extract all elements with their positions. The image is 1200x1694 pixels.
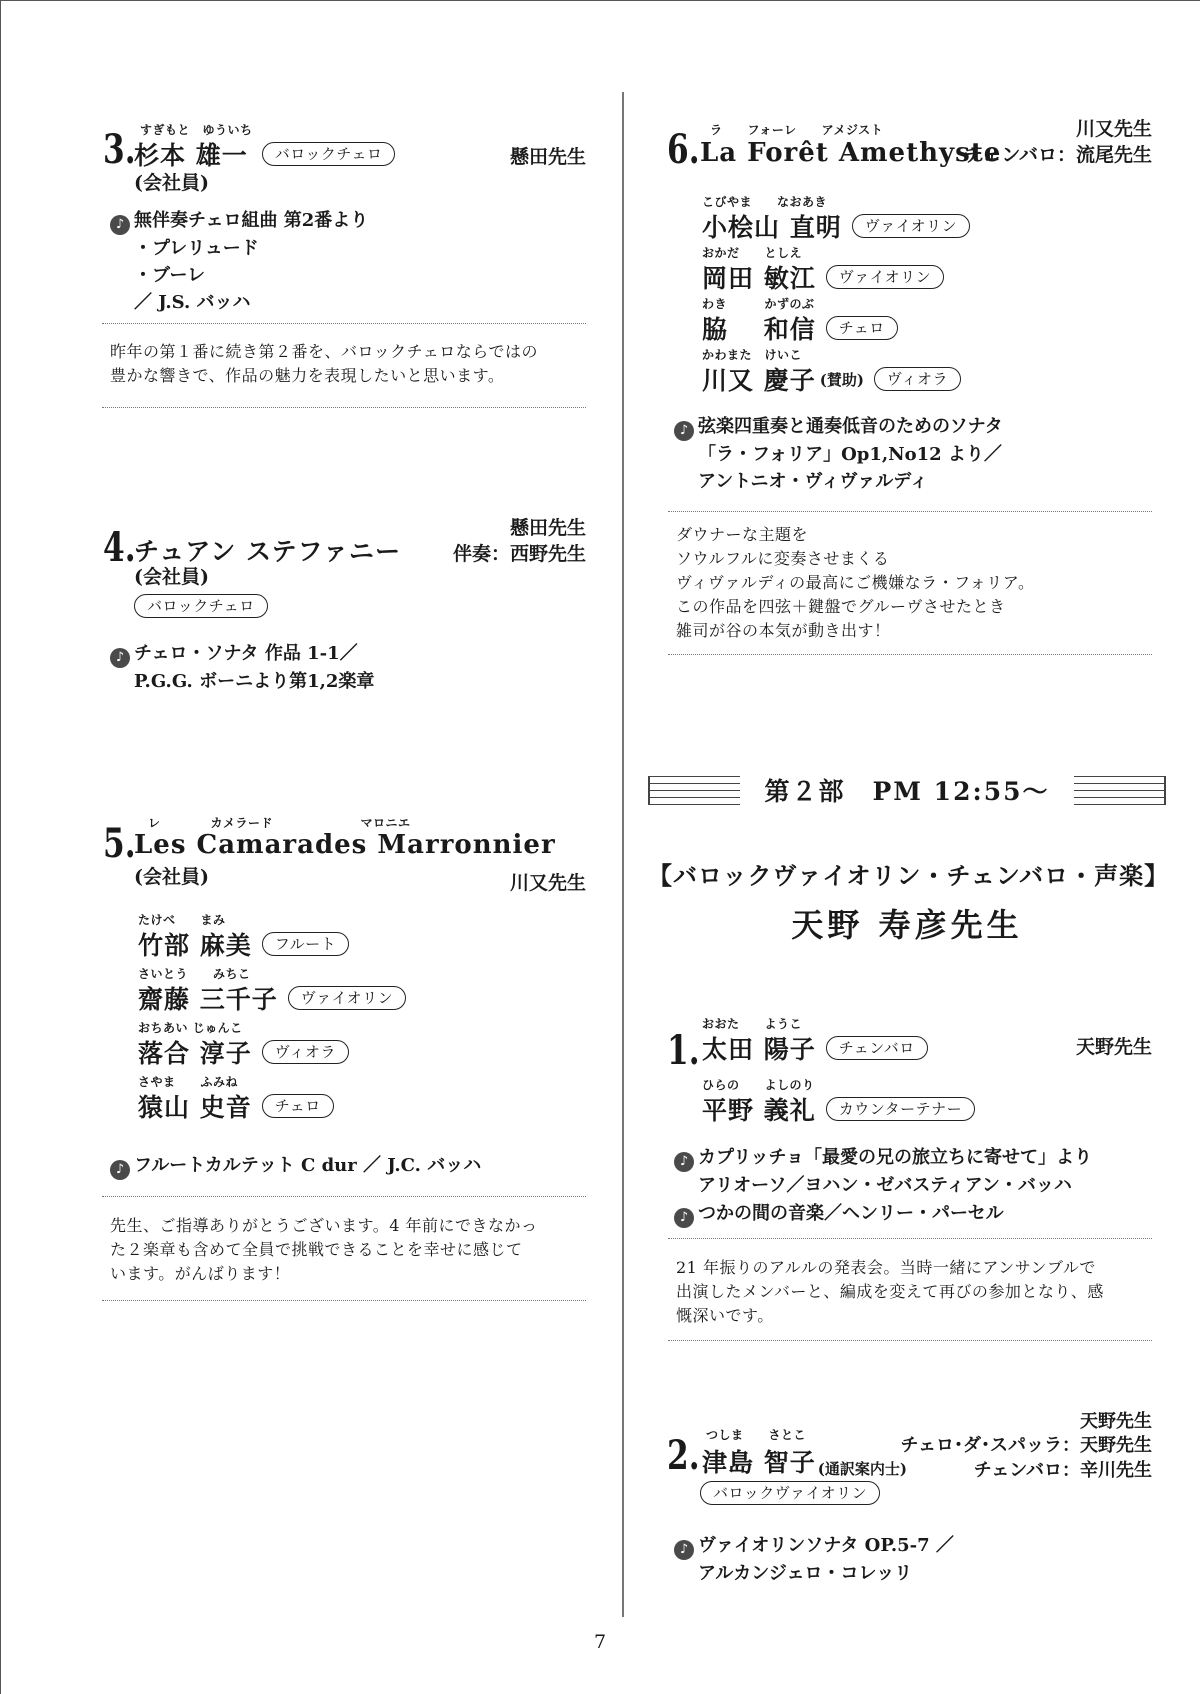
column-divider [622,92,624,1617]
piece-line: P.G.G. ボーニより第1,2楽章 [134,671,375,692]
dotted-separator [668,511,1152,512]
piece-line: ♪ ヴァイオリンソナタ OP.5-7 ／ [674,1532,954,1560]
entry6-teacher-line2: チェンバロ：流尾先生 [963,143,1152,166]
piece-line: ／ J.S. バッハ [134,292,251,313]
entry6-comment: ダウナーな主題を ソウルフルに変奏させまくる ヴィヴァルディの最高にご機嫌なラ・フォリア。 この作品を四弦＋鍵盤でグルーヴさせたとき 雑司が谷の本気が動き出す！ [676,525,1035,640]
member-name: 川又 慶子 [702,366,816,395]
piece-line: アリオーソ／ヨハン・ゼバスティアン・バッハ [698,1175,1072,1196]
entry5-member: たけべ まみ 竹部 麻美 フルート [138,911,349,962]
member-name: 落合 淳子 [138,1039,252,1068]
piece-line: ♪ つかの間の音楽／ヘンリー・パーセル [674,1200,1004,1228]
p2-entry1-piece2 [674,1200,1004,1228]
p2-entry1-member: ひらの よしのり 平野 義礼 カウンターテナー [702,1076,975,1127]
p2-entry1-teacher: 天野先生 [1075,1036,1152,1058]
part2-banner-text: 第２部 PM 12:55〜 [764,777,1050,806]
dotted-separator [668,1238,1152,1239]
piece-line: 「ラ・フォリア」Op1,No12 より／ [698,444,1002,465]
dotted-separator [102,323,586,324]
piece-line: ♪ 無伴奏チェロ組曲 第2番より [110,207,368,235]
piece-line: ♪ カプリッチョ「最愛の兄の旅立ちに寄せて」より [674,1144,1092,1172]
member-instrument: チェロ [826,316,898,340]
p2-entry2-pieces [674,1532,954,1587]
p2-entry1-number: 1. [667,1027,700,1074]
entry4-teacher-line2: 伴奏：西野先生 [452,542,586,565]
p2-entry2-note: (通訳案内士) [817,1460,907,1478]
entry4-teacher [453,516,586,567]
part2-category: 【バロックヴァイオリン・チェンバロ・声楽】 [648,861,1170,890]
entry6-teacher-line1: 川又先生 [1075,118,1152,140]
entry6-member: かわまた けいこ 川又 慶子 (賛助) ヴィオラ [702,346,961,397]
member-instrument: ヴァイオリン [826,265,944,289]
entry6-name: La Forêt Amethyste [700,138,1002,168]
p2-entry2-teacher-line1: 天野先生 [1080,1411,1152,1432]
entry4-teacher-line1: 懸田先生 [509,517,586,539]
entry4-number: 4. [103,524,136,571]
member-instrument: カウンターテナー [826,1097,975,1121]
p2-entry2-ruby: つしま さとこ [706,1428,807,1442]
member-instrument: フルート [262,932,349,956]
music-note-icon: ♪ [674,1208,694,1228]
staff-lines-right [1074,776,1166,808]
member-name: 脇 和信 [702,315,816,344]
entry5-pieces [110,1152,481,1180]
entry5-member: さやま ふみね 猿山 史音 チェロ [138,1073,334,1124]
entry3-header [134,136,395,172]
part2-banner [648,774,1166,810]
entry5-member: おちあい じゅんこ 落合 淳子 ヴィオラ [138,1019,349,1070]
page-border-top [0,0,1200,1]
music-note-icon: ♪ [110,1160,130,1180]
member-name: 齋藤 三千子 [138,985,278,1014]
dotted-separator [102,407,586,408]
piece-line: アントニオ・ヴィヴァルディ [698,471,928,492]
member-name: 平野 義礼 [702,1096,816,1125]
piece-line: ・プレリュード [134,238,259,259]
piece-line: ♪ チェロ・ソナタ 作品 1-1／ [110,640,374,668]
piece-line: アルカンジェロ・コレッリ [698,1563,913,1584]
entry6-ruby: ラ フォーレ アメジスト [710,123,884,137]
entry4-instrument-wrap [134,594,268,618]
member-instrument: ヴィオラ [874,367,961,391]
member-instrument: ヴァイオリン [288,986,406,1010]
entry3-name: 杉本 雄一 [134,141,248,170]
dotted-separator [668,654,1152,655]
entry3-teacher: 懸田先生 [509,146,586,168]
member-name: 岡田 敏江 [702,264,816,293]
entry5-affiliation: (会社員) [134,866,209,888]
entry6-teacher [964,117,1152,168]
entry5-teacher: 川又先生 [509,872,586,894]
dotted-separator [102,1196,586,1197]
entry6-member: わき かずのぶ 脇 和信 チェロ [702,295,898,346]
entry5-ruby: レ カメラード マロニエ [148,816,411,830]
p2-entry2-teacher-line2: チェロ･ダ･スパッラ：天野先生 [900,1435,1152,1457]
entry6-member: おかだ としえ 岡田 敏江 ヴァイオリン [702,244,944,295]
p2-entry2-teacher [901,1410,1152,1483]
dotted-separator [668,1340,1152,1341]
member-instrument: ヴァイオリン [852,214,970,238]
page-border-left [0,0,1,1694]
member-instrument: チェロ [262,1094,334,1118]
dotted-separator [102,1300,586,1301]
entry4-instrument: バロックチェロ [134,594,268,618]
entry5-number: 5. [103,820,136,867]
p2-entry2-number: 2. [667,1432,700,1479]
piece-line: ・ブーレ [134,265,206,286]
music-note-icon: ♪ [110,215,130,235]
p2-entry2-name: 津島 智子 [702,1448,816,1477]
p2-entry2-instrument-wrap [700,1481,880,1505]
member-note: (賛助) [819,370,864,389]
entry5-member: さいとう みちこ 齋藤 三千子 ヴァイオリン [138,965,406,1016]
member-name: 小桧山 直明 [702,213,842,242]
member-name: 竹部 麻美 [138,931,252,960]
entry4-pieces [110,640,374,695]
entry3-instrument: バロックチェロ [262,142,396,166]
p2-entry2-teacher-line3: チェンバロ：辛川先生 [973,1459,1152,1481]
p2-entry1-piece1 [674,1144,1092,1199]
entry6-pieces [674,413,1003,495]
music-note-icon: ♪ [674,421,694,441]
member-name: 猿山 史音 [138,1093,252,1122]
entry4-affiliation: (会社員) [134,566,209,588]
member-name: 太田 陽子 [702,1035,816,1064]
part2-teacher-name: 天野 寿彦先生 [791,906,1023,944]
entry5-name: Les Camarades Marronnier [134,830,556,860]
entry3-affiliation: (会社員) [134,172,209,194]
p2-entry2-header [702,1443,907,1479]
entry6-member: こびやま なおあき 小桧山 直明 ヴァイオリン [702,193,970,244]
entry4-name: チュアン ステファニー [134,537,401,566]
entry3-pieces [110,207,368,316]
music-note-icon: ♪ [110,648,130,668]
piece-line: ♪ フルートカルテット C dur ／ J.C. バッハ [110,1152,481,1180]
entry6-number: 6. [667,126,700,173]
music-note-icon: ♪ [674,1152,694,1172]
entry3-number: 3. [103,126,136,173]
p2-entry1-member: おおた ようこ 太田 陽子 チェンバロ [702,1015,928,1066]
page-number: 7 [593,1631,607,1653]
piece-line: ♪ 弦楽四重奏と通奏低音のためのソナタ [674,413,1003,441]
music-note-icon: ♪ [674,1540,694,1560]
entry5-comment: 先生、ご指導ありがとうございます。4 年前にできなかっ た２楽章も含めて全員で挑戦できることを幸せに感じて います。がんばります！ [110,1216,538,1283]
staff-lines-left [648,776,740,808]
p2-entry2-instrument: バロックヴァイオリン [700,1481,880,1505]
member-instrument: ヴィオラ [262,1040,349,1064]
entry3-comment: 昨年の第１番に続き第２番を、バロックチェロならではの 豊かな響きで、作品の魅力を表現したいと思います。 [110,342,539,385]
member-instrument: チェンバロ [826,1036,928,1060]
entry3-ruby: すぎもと ゆういち [140,123,253,137]
p2-entry1-comment: 21 年振りのアルルの発表会。当時一緒にアンサンブルで 出演したメンバーと、編成を変えて再びの参加となり、感 慨深いです。 [676,1258,1104,1325]
